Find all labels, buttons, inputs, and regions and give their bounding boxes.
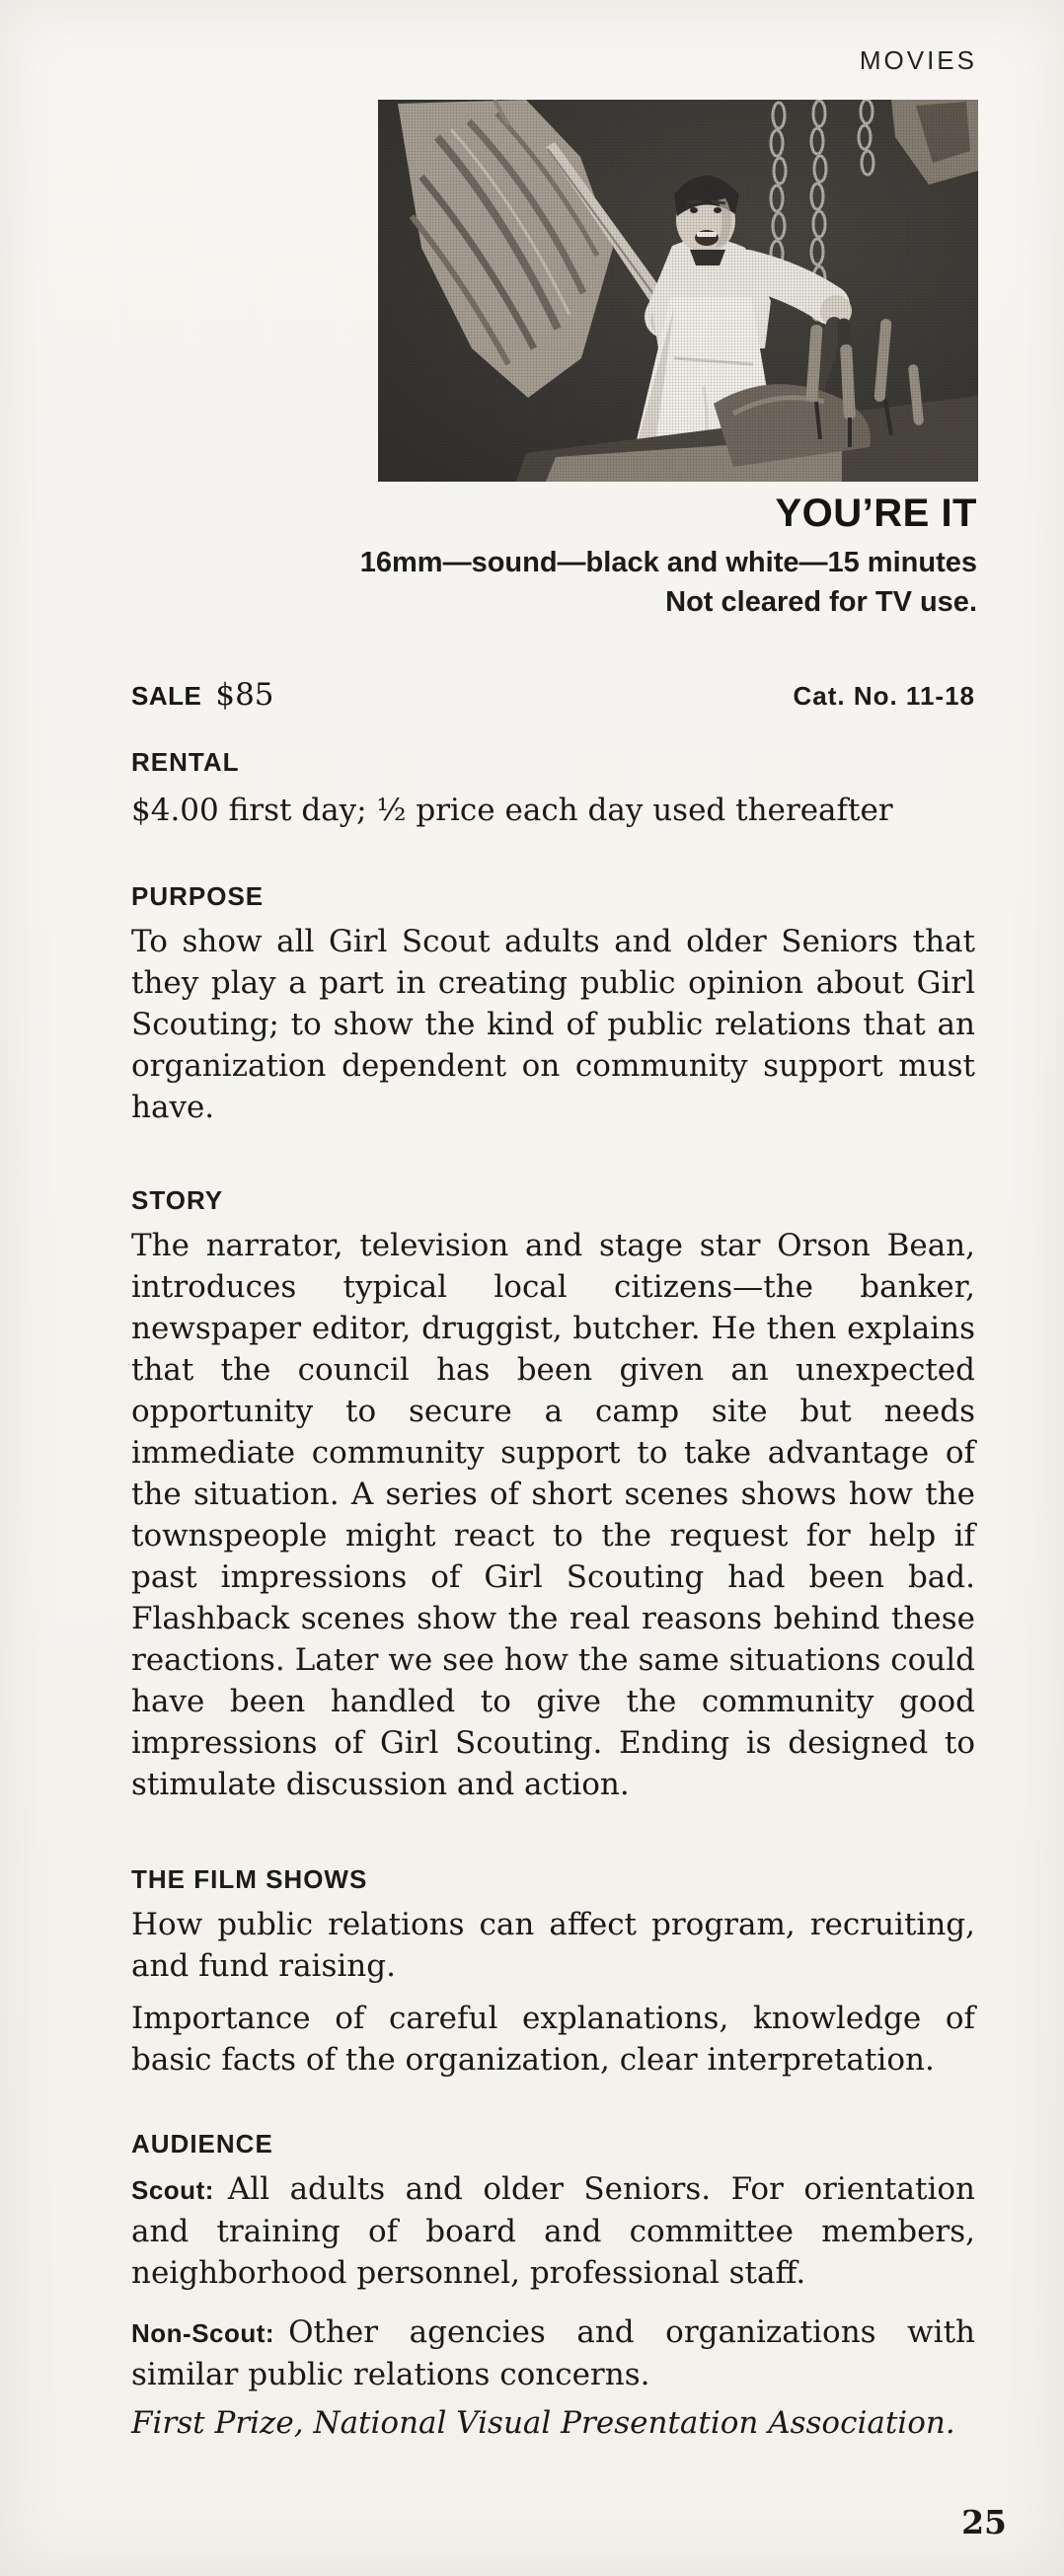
film-tv-clearance-line: Not cleared for TV use. <box>665 586 977 618</box>
sale-price-group <box>131 677 274 713</box>
audience-heading: AUDIENCE <box>131 2129 273 2159</box>
film-format-line: 16mm—sound—black and white—15 minutes <box>359 547 977 578</box>
nonscout-text: Other agencies and organizations with similar public relations concerns. <box>131 2314 975 2392</box>
purpose-paragraph: To show all Girl Scout adults and older Seniors that they play a part in creating public opinion about Girl Scouting; to show the kind of public relations that an organization dependent on community support must have. <box>131 924 975 1125</box>
story-paragraph: The narrator, television and stage star Orson Bean, introduces typical local citizens—the banker, newspaper editor, druggist, butcher. He then explains that the council has been given an unexpected opportunity to secure a camp site but needs immediate community support to take advantage of the situation. A series of short scenes shows how the townspeople might react to the request for help if past impressions of Girl Scouting had been bad. Flashback scenes show the real reasons behind these reactions. Later we see how the same situations could have been handled to give the community good impressions of Girl Scouting. Ending is designed to stimulate discussion and action. <box>131 1228 975 1802</box>
film-shows-heading: THE FILM SHOWS <box>131 1864 368 1894</box>
rental-heading: RENTAL <box>131 747 240 777</box>
nonscout-label: Non-Scout: <box>131 2318 275 2348</box>
audience-scout-paragraph <box>131 2168 975 2294</box>
scout-text: All adults and older Seniors. For orientation and training of board and committee members, neighborhood personnel, professional staff. <box>131 2171 975 2291</box>
page-number: 25 <box>961 2503 1007 2541</box>
film-title-block <box>360 492 977 622</box>
story-heading: STORY <box>131 1185 224 1215</box>
film-shows-paragraph-2: Importance of careful explanations, knowledge of basic facts of the organization, clear interpretation. <box>131 2001 975 2078</box>
neckerchief <box>690 250 725 265</box>
scout-label: Scout: <box>131 2175 214 2205</box>
film-shows-paragraph-1: How public relations can affect program, recruiting, and fund raising. <box>131 1907 975 1984</box>
award-note: First Prize, National Visual Presentation Association. <box>131 2405 955 2441</box>
sale-price: $85 <box>215 677 274 713</box>
catalog-number: Cat. No. 11-18 <box>793 681 975 711</box>
rental-terms: $4.00 first day; ½ price each day used thereafter <box>131 793 893 828</box>
sale-label: SALE <box>131 681 202 711</box>
butcher-scene-illustration <box>378 100 978 482</box>
film-title: YOU’RE IT <box>775 492 977 535</box>
sale-and-catalog-row <box>131 677 975 713</box>
audience-nonscout-paragraph <box>131 2311 975 2395</box>
purpose-heading: PURPOSE <box>131 881 265 911</box>
page-header-label: MOVIES <box>859 45 977 75</box>
film-still-photo <box>378 100 978 482</box>
